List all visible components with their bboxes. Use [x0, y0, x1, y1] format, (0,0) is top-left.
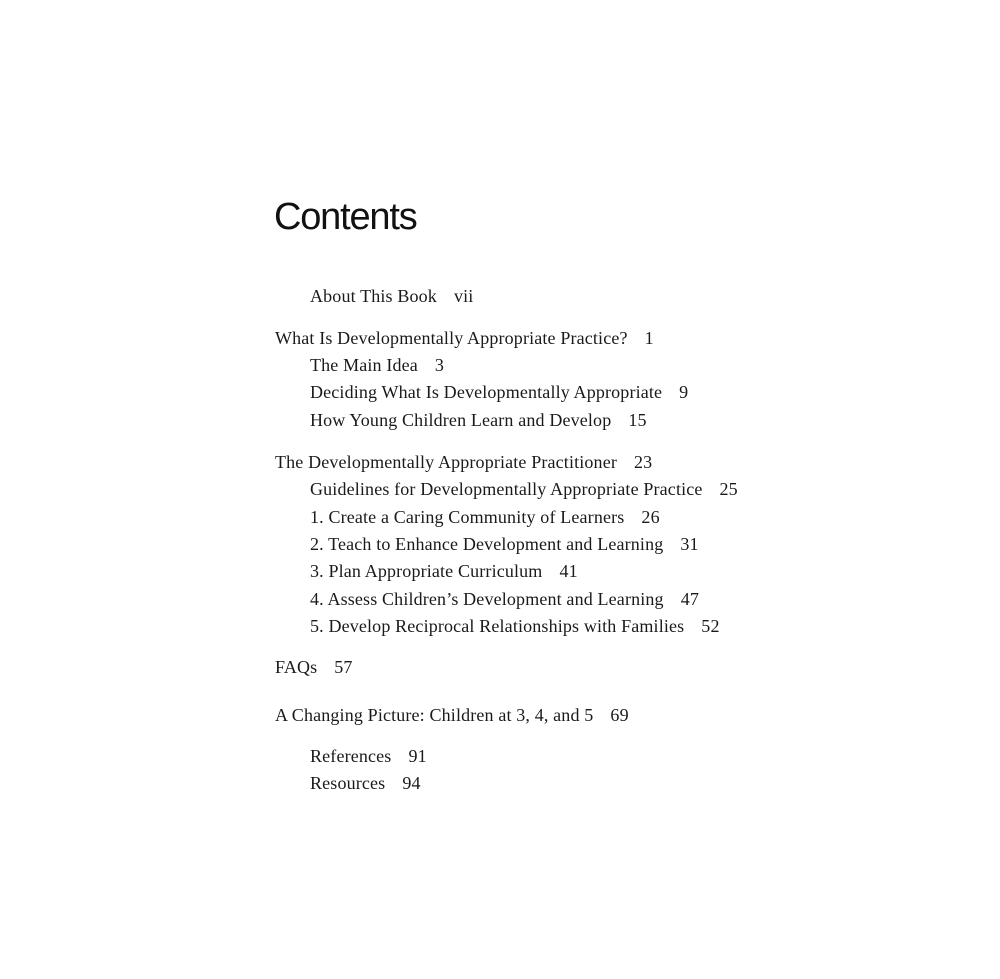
toc-entry-label: About This Book: [310, 286, 437, 306]
toc-entry[interactable]: [310, 745, 427, 767]
toc-page-number: 52: [701, 616, 720, 636]
toc-entry[interactable]: [310, 533, 699, 555]
toc-page-number: 57: [334, 657, 353, 677]
toc-page-number: 15: [628, 410, 647, 430]
toc-page-number: 25: [719, 479, 738, 499]
toc-entry-label: What Is Developmentally Appropriate Practice?: [275, 328, 628, 348]
toc-page-number: 9: [679, 382, 689, 402]
toc-entry-label: 4. Assess Children’s Development and Learning: [310, 589, 664, 609]
toc-entry-label: FAQs: [275, 657, 318, 677]
toc-entry-label: References: [310, 746, 392, 766]
toc-entry-label: How Young Children Learn and Develop: [310, 410, 612, 430]
toc-entry[interactable]: [310, 588, 699, 610]
toc-entry[interactable]: [310, 381, 688, 403]
toc-page-number: 94: [402, 773, 421, 793]
toc-entry[interactable]: [310, 354, 444, 376]
toc-entry-label: Deciding What Is Developmentally Appropriate: [310, 382, 663, 402]
toc-entry[interactable]: [310, 409, 647, 431]
page-title: Contents: [274, 196, 417, 238]
toc-entry[interactable]: [310, 772, 421, 794]
toc-entry-label: A Changing Picture: Children at 3, 4, and 5: [275, 705, 594, 725]
toc-entry-label: Resources: [310, 773, 386, 793]
toc-entry[interactable]: [310, 285, 473, 307]
toc-entry-label: The Main Idea: [310, 355, 418, 375]
toc-entry-label: The Developmentally Appropriate Practitioner: [275, 452, 617, 472]
toc-page-number: 91: [408, 746, 427, 766]
toc-page-number: 41: [559, 561, 578, 581]
toc-entry-label: Guidelines for Developmentally Appropriate Practice: [310, 479, 703, 499]
toc-entry[interactable]: [275, 451, 652, 473]
toc-page-number: 69: [610, 705, 629, 725]
toc-entry[interactable]: [310, 615, 720, 637]
toc-page-number: 23: [634, 452, 653, 472]
toc-entry-label: 3. Plan Appropriate Curriculum: [310, 561, 543, 581]
toc-entry[interactable]: [275, 656, 353, 678]
toc-entry[interactable]: [310, 560, 578, 582]
toc-entry[interactable]: [275, 704, 629, 726]
toc-entry[interactable]: [310, 478, 738, 500]
toc-entry-label: 5. Develop Reciprocal Relationships with Families: [310, 616, 685, 636]
toc-page-number: 31: [680, 534, 699, 554]
toc-page-number: 1: [644, 328, 654, 348]
toc-entry-label: 1. Create a Caring Community of Learners: [310, 507, 625, 527]
toc-page-number: vii: [453, 286, 474, 306]
toc-entry[interactable]: [275, 327, 654, 349]
toc-page-number: 26: [641, 507, 660, 527]
toc-page-number: 3: [434, 355, 445, 375]
toc-entry[interactable]: [310, 506, 660, 528]
toc-page-number: 47: [680, 589, 700, 609]
toc-entry-label: 2. Teach to Enhance Development and Learning: [310, 534, 664, 554]
